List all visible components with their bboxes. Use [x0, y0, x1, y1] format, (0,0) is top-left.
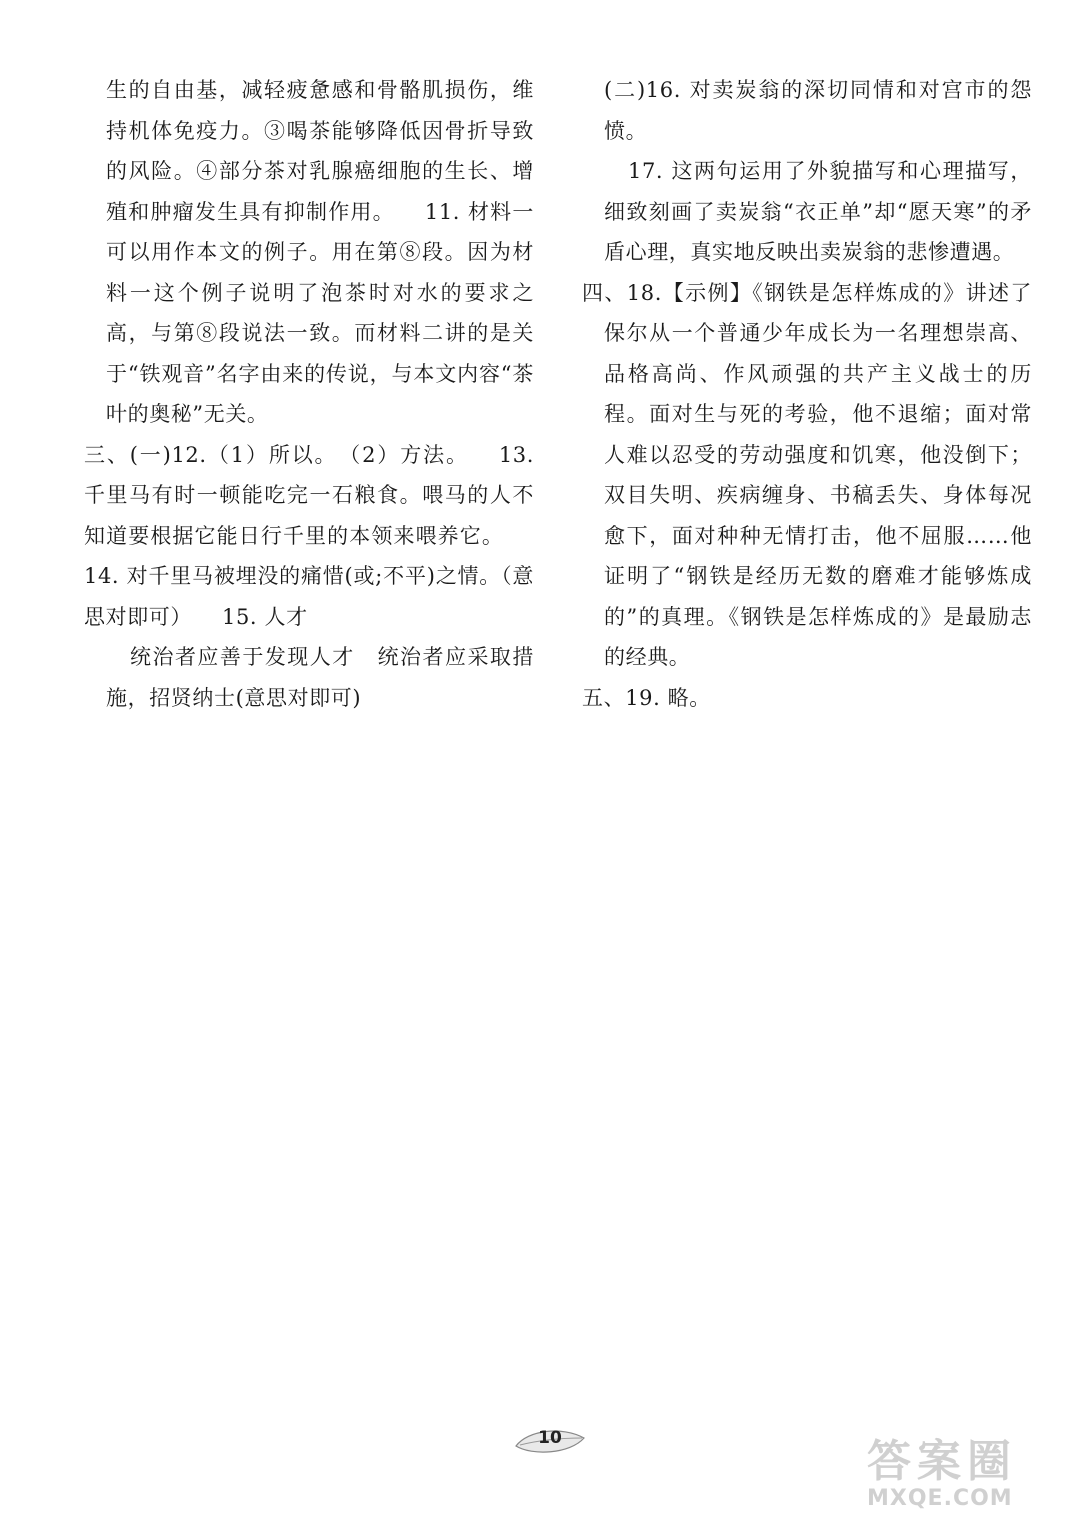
watermark — [867, 1438, 1057, 1528]
answer-16: (二)16. 对卖炭翁的深切同情和对宫市的怨愤。 — [604, 78, 1032, 143]
answer-15-title: 15. 人才 — [222, 604, 308, 629]
section-three — [84, 435, 534, 638]
watermark-url: MXQE.COM — [867, 1486, 1013, 1511]
answer-15-body — [84, 637, 534, 718]
answer-18: 四、18.【示例】《钢铁是怎样炼成的》讲述了保尔从一个普通少年成长为一名理想崇高、品格高尚、作风顽强的共产主义战士的历程。面对生与死的考验，他不退缩；面对常人难以忍受的劳动强度和饥寒，他没倒下；双目失明、疾病缠身、书稿丢失、身体每况愈下，面对种种无情打击，他不屈服……他证明了“钢铁是经历无数的磨难才能够炼成的”的真理。《钢铁是怎样炼成的》是最励志的经典。 — [582, 280, 1032, 669]
page-number: 10 — [538, 1428, 562, 1448]
page-number-badge — [510, 1424, 590, 1458]
watermark-title: 答案圈 — [867, 1436, 1017, 1487]
answer-12: 12.（1）所以。 （2）方法。 — [171, 442, 469, 467]
answer-paragraph-continued — [84, 70, 534, 435]
answer-13: 13. 千里马有时一顿能吃完一石粮食。喂马的人不知道要根据它能日行千里的本领来喂养它。 — [84, 442, 535, 548]
answer-15-point-2: 统治者应采取措施，招贤纳士(意思对即可) — [106, 645, 534, 710]
answer-15-point-1: 统治者应善于发现人才 — [130, 645, 355, 669]
answer-17: 17. 这两句运用了外貌描写和心理描写，细致刻画了卖炭翁“衣正单”却“愿天寒”的矛盾心理，真实地反映出卖炭翁的悲惨遭遇。 — [604, 159, 1032, 264]
right-column — [582, 70, 1032, 718]
section-label: 三、(一) — [84, 442, 172, 467]
answer-19: 五、19. 略。 — [582, 685, 711, 710]
answer-14: 14. 对千里马被埋没的痛惜(或;不平)之情。（意思对即可） — [84, 564, 534, 629]
left-column — [84, 70, 534, 718]
answer-text: 生的自由基，减轻疲惫感和骨骼肌损伤，维持机体免疫力。③喝茶能够降低因骨折导致的风险。④部分茶对乳腺癌细胞的生长、增殖和肿瘤发生具有抑制作用。 — [106, 78, 534, 224]
answer-11: 11. 材料一可以用作本文的例子。用在第⑧段。因为材料一这个例子说明了泡茶时对水的要求之高，与第⑧段说法一致。而材料二讲的是关于“铁观音”名字由来的传说，与本文内容“茶叶的奥秘”无关。 — [106, 199, 534, 426]
